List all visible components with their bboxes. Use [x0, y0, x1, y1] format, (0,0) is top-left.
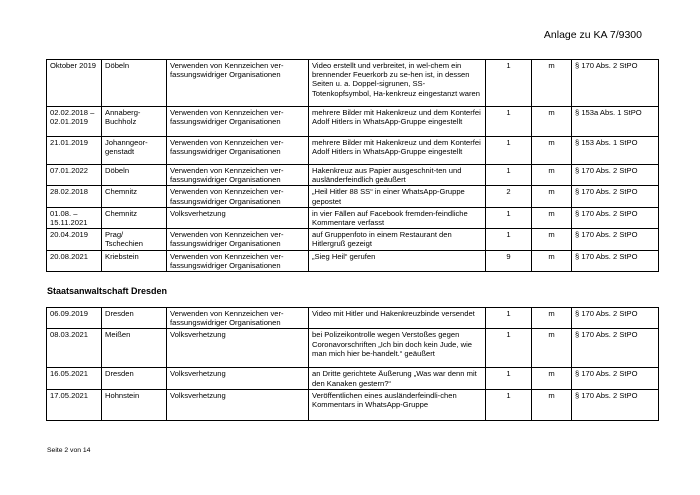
cell-gender: m [532, 308, 572, 329]
cell-law: § 170 Abs. 2 StPO [572, 250, 659, 271]
cell-law: § 170 Abs. 2 StPO [572, 308, 659, 329]
cell-description: bei Polizeikontrolle wegen Verstoßes gegen Coronavorschriften „Ich bin doch kein Jude, wie man mich hier be-handelt.“ geäußert [309, 329, 486, 368]
cell-description: Hakenkreuz aus Papier ausgeschnit-ten und ausländerfeindlich geäußert [309, 165, 486, 186]
cell-description: Video mit Hitler und Hakenkreuzbinde versendet [309, 308, 486, 329]
table-row [47, 308, 659, 329]
cell-date: 02.02.2018 – 02.01.2019 [47, 107, 102, 137]
cell-count: 1 [486, 107, 532, 137]
cell-law: § 170 Abs. 2 StPO [572, 165, 659, 186]
cell-count: 1 [486, 368, 532, 389]
cell-description: in vier Fällen auf Facebook fremden-feindliche Kommentare verfasst [309, 207, 486, 228]
cell-description: mehrere Bilder mit Hakenkreuz und dem Konterfei Adolf Hitlers in WhatsApp-Gruppe eingestellt [309, 137, 486, 165]
cell-date: 01.08. – 15.11.2021 [47, 207, 102, 228]
cell-law: § 153a Abs. 1 StPO [572, 107, 659, 137]
cell-place: Chemnitz [102, 186, 167, 207]
cell-law: § 170 Abs. 2 StPO [572, 60, 659, 107]
cell-gender: m [532, 207, 572, 228]
cell-count: 1 [486, 137, 532, 165]
table-row [47, 368, 659, 389]
cell-date: 07.01.2022 [47, 165, 102, 186]
cell-count: 2 [486, 186, 532, 207]
cell-count: 1 [486, 308, 532, 329]
cell-place: Dresden [102, 368, 167, 389]
cell-law: § 170 Abs. 2 StPO [572, 229, 659, 250]
cell-count: 1 [486, 329, 532, 368]
cell-offense: Verwenden von Kennzeichen ver-fassungswidriger Organisationen [167, 165, 309, 186]
cell-date: 20.08.2021 [47, 250, 102, 271]
cell-date: 28.02.2018 [47, 186, 102, 207]
cell-offense: Verwenden von Kennzeichen ver-fassungswidriger Organisationen [167, 250, 309, 271]
cell-place: Hohnstein [102, 389, 167, 420]
cell-count: 1 [486, 60, 532, 107]
table-row [47, 329, 659, 368]
cell-offense: Verwenden von Kennzeichen ver-fassungswidriger Organisationen [167, 186, 309, 207]
cell-count: 1 [486, 207, 532, 228]
cell-gender: m [532, 60, 572, 107]
cell-count: 1 [486, 389, 532, 420]
cell-date: Oktober 2019 [47, 60, 102, 107]
cell-place: Annaberg-Buchholz [102, 107, 167, 137]
cell-law: § 170 Abs. 2 StPO [572, 186, 659, 207]
cell-place: Döbeln [102, 60, 167, 107]
cell-gender: m [532, 368, 572, 389]
cell-gender: m [532, 250, 572, 271]
table-row [47, 250, 659, 271]
cell-date: 20.04.2019 [47, 229, 102, 250]
cell-offense: Verwenden von Kennzeichen ver-fassungswidriger Organisationen [167, 137, 309, 165]
cell-gender: m [532, 229, 572, 250]
cell-offense: Volksverhetzung [167, 329, 309, 368]
cell-law: § 170 Abs. 2 StPO [572, 368, 659, 389]
document-reference: Anlage zu KA 7/9300 [543, 29, 642, 41]
cell-place: Meißen [102, 329, 167, 368]
cell-count: 9 [486, 250, 532, 271]
table-row [47, 186, 659, 207]
cell-gender: m [532, 107, 572, 137]
cell-law: § 170 Abs. 2 StPO [572, 207, 659, 228]
cell-offense: Verwenden von Kennzeichen ver-fassungswidriger Organisationen [167, 107, 309, 137]
cell-gender: m [532, 165, 572, 186]
cell-offense: Volksverhetzung [167, 207, 309, 228]
cell-law: § 170 Abs. 2 StPO [572, 389, 659, 420]
cell-description: „Sieg Heil“ gerufen [309, 250, 486, 271]
section-title: Staatsanwaltschaft Dresden [47, 286, 168, 296]
page-number: Seite 2 von 14 [47, 447, 91, 454]
cell-date: 16.05.2021 [47, 368, 102, 389]
table-row [47, 207, 659, 228]
cell-place: Kriebstein [102, 250, 167, 271]
cell-description: Veröffentlichen eines ausländerfeindli-chen Kommentars in WhatsApp-Gruppe [309, 389, 486, 420]
cell-offense: Verwenden von Kennzeichen ver-fassungswidriger Organisationen [167, 229, 309, 250]
cell-place: Johanngeor-genstadt [102, 137, 167, 165]
cell-place: Dresden [102, 308, 167, 329]
case-table-1 [46, 59, 659, 272]
table-row [47, 107, 659, 137]
cell-gender: m [532, 137, 572, 165]
cell-gender: m [532, 186, 572, 207]
cell-count: 1 [486, 165, 532, 186]
cell-place: Döbeln [102, 165, 167, 186]
cell-offense: Verwenden von Kennzeichen ver-fassungswidriger Organisationen [167, 308, 309, 329]
table-row [47, 229, 659, 250]
cell-gender: m [532, 389, 572, 420]
cell-offense: Volksverhetzung [167, 389, 309, 420]
cell-offense: Volksverhetzung [167, 368, 309, 389]
cell-description: „Heil Hitler 88 SS“ in einer WhatsApp-Gruppe gepostet [309, 186, 486, 207]
cell-law: § 170 Abs. 2 StPO [572, 329, 659, 368]
cell-count: 1 [486, 229, 532, 250]
cell-date: 06.09.2019 [47, 308, 102, 329]
cell-place: Chemnitz [102, 207, 167, 228]
table-row [47, 389, 659, 420]
cell-date: 21.01.2019 [47, 137, 102, 165]
cell-law: § 153 Abs. 1 StPO [572, 137, 659, 165]
table-row [47, 165, 659, 186]
cell-date: 08.03.2021 [47, 329, 102, 368]
cell-date: 17.05.2021 [47, 389, 102, 420]
table-row [47, 137, 659, 165]
table-row [47, 60, 659, 107]
cell-description: an Dritte gerichtete Äußerung „Was war denn mit den Kanaken gestern?“ [309, 368, 486, 389]
cell-description: auf Gruppenfoto in einem Restaurant den Hitlergruß gezeigt [309, 229, 486, 250]
cell-description: Video erstellt und verbreitet, in wel-chem ein brennender Feuerkorb zu se-hen ist, in dessen Seiten u. a. Doppel-sigrunen, SS-Totenkopfsymbol, Ha-kenkreuz eingestanzt waren [309, 60, 486, 107]
cell-place: Prag/ Tschechien [102, 229, 167, 250]
case-table-2 [46, 307, 659, 421]
cell-gender: m [532, 329, 572, 368]
cell-description: mehrere Bilder mit Hakenkreuz und dem Konterfei Adolf Hitlers in WhatsApp-Gruppe eingestellt [309, 107, 486, 137]
cell-offense: Verwenden von Kennzeichen ver-fassungswidriger Organisationen [167, 60, 309, 107]
